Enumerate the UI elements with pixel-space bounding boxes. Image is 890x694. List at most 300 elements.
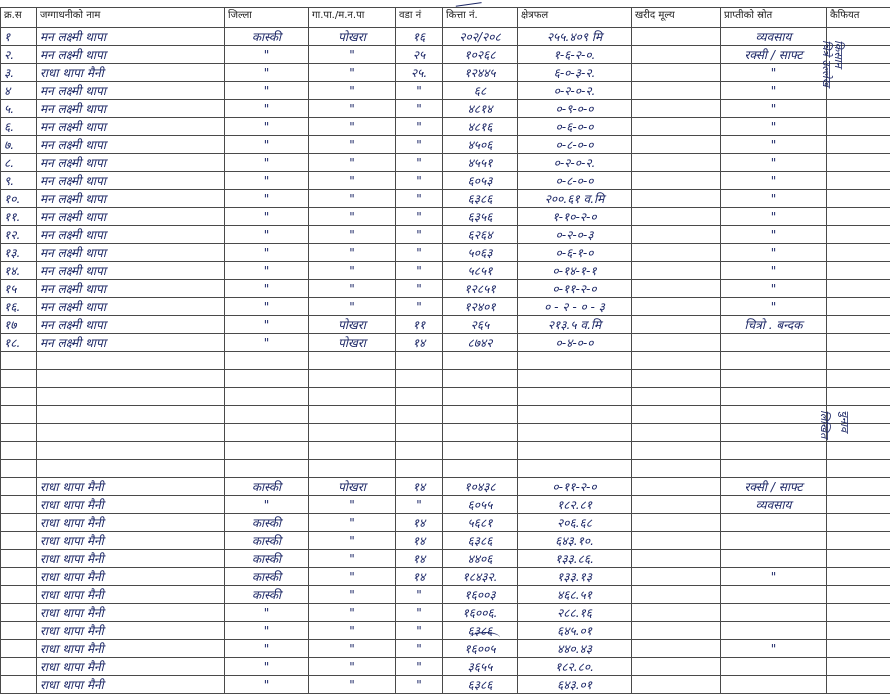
cell-plot: १८४३२.	[443, 568, 518, 586]
cell-source: रक्सी / साफ्ट	[721, 478, 827, 496]
cell-district: "	[225, 190, 309, 208]
cell-ward: "	[396, 496, 443, 514]
table-row	[1, 676, 890, 694]
cell-source	[721, 604, 827, 622]
col-header-ward: वडा नं	[396, 8, 443, 28]
table-row	[1, 100, 890, 118]
cell-source	[721, 334, 827, 352]
cell-area: २००.६१ व.मि	[518, 190, 632, 208]
cell-empty	[309, 370, 396, 388]
cell-empty	[721, 388, 827, 406]
cell-remarks	[827, 244, 890, 262]
cell-price	[632, 334, 721, 352]
cell-plot: ६०५५	[443, 496, 518, 514]
cell-municipality: "	[309, 208, 396, 226]
cell-area: ०-६-१-०	[518, 244, 632, 262]
cell-ward: ११	[396, 316, 443, 334]
cell-empty	[37, 406, 225, 424]
cell-empty	[827, 406, 890, 424]
table-row	[1, 586, 890, 604]
blank-row	[1, 424, 890, 442]
cell-price	[632, 46, 721, 64]
cell-source	[721, 658, 827, 676]
cell-remarks	[827, 64, 890, 82]
cell-remarks	[827, 208, 890, 226]
cell-remarks	[827, 28, 890, 46]
cell-district: कास्की	[225, 514, 309, 532]
cell-plot: २६५	[443, 316, 518, 334]
cell-ward: "	[396, 172, 443, 190]
table-row	[1, 514, 890, 532]
table-row	[1, 82, 890, 100]
cell-empty	[225, 352, 309, 370]
cell-remarks	[827, 172, 890, 190]
table-row	[1, 478, 890, 496]
col-header-municipality: गा.पा./म.न.पा	[309, 8, 396, 28]
cell-empty	[443, 352, 518, 370]
cell-district: "	[225, 316, 309, 334]
table-row	[1, 568, 890, 586]
cell-municipality: "	[309, 568, 396, 586]
land-ledger-table	[0, 7, 890, 694]
cell-area: १-६-२-०.	[518, 46, 632, 64]
cell-price	[632, 514, 721, 532]
cell-municipality: पोखरा	[309, 28, 396, 46]
table-row	[1, 658, 890, 676]
cell-empty	[827, 460, 890, 478]
cell-empty	[1, 442, 37, 460]
cell-serial	[1, 586, 37, 604]
cell-source	[721, 586, 827, 604]
cell-owner: मन लक्ष्मी थापा	[37, 316, 225, 334]
cell-ward: १४	[396, 550, 443, 568]
table-row	[1, 550, 890, 568]
cell-empty	[1, 406, 37, 424]
table-row	[1, 262, 890, 280]
cell-plot: २०२/२०८	[443, 28, 518, 46]
cell-empty	[37, 370, 225, 388]
cell-price	[632, 262, 721, 280]
cell-district: "	[225, 676, 309, 694]
cell-plot: ५०६३	[443, 244, 518, 262]
cell-district: "	[225, 100, 309, 118]
cell-area: ०-११-२-०	[518, 280, 632, 298]
cell-price	[632, 478, 721, 496]
cell-empty	[632, 370, 721, 388]
cell-ward: "	[396, 658, 443, 676]
cell-serial: २.	[1, 46, 37, 64]
cell-district: "	[225, 622, 309, 640]
cell-serial: १८.	[1, 334, 37, 352]
cell-ward: "	[396, 298, 443, 316]
col-header-price: खरीद मूल्य	[632, 8, 721, 28]
cell-price	[632, 496, 721, 514]
cell-area: ०-९-०-०	[518, 100, 632, 118]
cell-plot: १२८५१	[443, 280, 518, 298]
cell-area: ०-२-०-२.	[518, 154, 632, 172]
cell-plot: ४५०६	[443, 136, 518, 154]
cell-area: २०६.६८	[518, 514, 632, 532]
cell-owner: राधा थापा मैनी	[37, 640, 225, 658]
cell-district: "	[225, 64, 309, 82]
cell-municipality: "	[309, 658, 396, 676]
cell-municipality: "	[309, 622, 396, 640]
cell-empty	[721, 442, 827, 460]
cell-empty	[632, 388, 721, 406]
cell-serial	[1, 496, 37, 514]
cell-ward: १४	[396, 532, 443, 550]
col-header-source: प्राप्तीको स्रोत	[721, 8, 827, 28]
cell-area: १३३.८६.	[518, 550, 632, 568]
cell-ward: १४	[396, 334, 443, 352]
cell-serial	[1, 622, 37, 640]
cell-owner: मन लक्ष्मी थापा	[37, 262, 225, 280]
cell-district: कास्की	[225, 550, 309, 568]
col-header-area: क्षेत्रफल	[518, 8, 632, 28]
cell-empty	[721, 370, 827, 388]
cell-owner: मन लक्ष्मी थापा	[37, 190, 225, 208]
cell-municipality: "	[309, 496, 396, 514]
ink-mark	[470, 632, 500, 643]
cell-owner: राधा थापा मैनी	[37, 514, 225, 532]
cell-remarks	[827, 82, 890, 100]
cell-price	[632, 316, 721, 334]
cell-empty	[225, 424, 309, 442]
cell-ward: "	[396, 640, 443, 658]
cell-source: "	[721, 640, 827, 658]
cell-empty	[37, 352, 225, 370]
cell-source	[721, 622, 827, 640]
cell-district: कास्की	[225, 586, 309, 604]
cell-owner: मन लक्ष्मी थापा	[37, 82, 225, 100]
cell-ward: "	[396, 262, 443, 280]
cell-area: ०-४-०-०	[518, 334, 632, 352]
table-row	[1, 334, 890, 352]
cell-empty	[632, 442, 721, 460]
cell-municipality: "	[309, 640, 396, 658]
cell-empty	[396, 460, 443, 478]
cell-remarks	[827, 622, 890, 640]
cell-plot: ८७४२	[443, 334, 518, 352]
cell-serial	[1, 676, 37, 694]
cell-empty	[518, 442, 632, 460]
cell-ward: १६	[396, 28, 443, 46]
cell-area: ४६८.५१	[518, 586, 632, 604]
cell-source: रक्सी / साफ्ट	[721, 46, 827, 64]
cell-plot: ६०५३	[443, 172, 518, 190]
cell-source	[721, 532, 827, 550]
cell-area: ६४३.१०.	[518, 532, 632, 550]
cell-empty	[1, 424, 37, 442]
cell-empty	[309, 388, 396, 406]
col-header-district: जिल्ला	[225, 8, 309, 28]
cell-empty	[518, 406, 632, 424]
cell-serial: १४.	[1, 262, 37, 280]
table-row	[1, 28, 890, 46]
cell-source	[721, 514, 827, 532]
cell-district: "	[225, 82, 309, 100]
cell-empty	[721, 460, 827, 478]
cell-serial	[1, 604, 37, 622]
cell-ward: १४	[396, 568, 443, 586]
cell-municipality: "	[309, 100, 396, 118]
table-row	[1, 46, 890, 64]
table-row	[1, 118, 890, 136]
cell-plot: ४८१४	[443, 100, 518, 118]
cell-empty	[827, 352, 890, 370]
table-row	[1, 496, 890, 514]
cell-empty	[225, 460, 309, 478]
table-row	[1, 190, 890, 208]
cell-municipality: "	[309, 226, 396, 244]
table-row	[1, 226, 890, 244]
cell-municipality: "	[309, 190, 396, 208]
cell-empty	[37, 388, 225, 406]
cell-owner: मन लक्ष्मी थापा	[37, 280, 225, 298]
cell-empty	[225, 388, 309, 406]
cell-empty	[396, 424, 443, 442]
cell-municipality: "	[309, 136, 396, 154]
cell-district: "	[225, 136, 309, 154]
cell-empty	[443, 388, 518, 406]
cell-price	[632, 172, 721, 190]
cell-owner: राधा थापा मैनी	[37, 658, 225, 676]
blank-row	[1, 370, 890, 388]
cell-empty	[396, 388, 443, 406]
cell-empty	[1, 370, 37, 388]
cell-empty	[518, 370, 632, 388]
cell-source: "	[721, 568, 827, 586]
cell-owner: राधा थापा मैनी	[37, 676, 225, 694]
cell-serial: १	[1, 28, 37, 46]
cell-remarks	[827, 136, 890, 154]
cell-remarks	[827, 478, 890, 496]
cell-municipality: "	[309, 172, 396, 190]
cell-area: ६-०-३-२.	[518, 64, 632, 82]
cell-plot: ५६८१	[443, 514, 518, 532]
cell-owner: राधा थापा मैनी	[37, 496, 225, 514]
cell-price	[632, 244, 721, 262]
cell-empty	[518, 388, 632, 406]
cell-empty	[1, 460, 37, 478]
cell-ward: २५	[396, 46, 443, 64]
table-row	[1, 532, 890, 550]
cell-empty	[443, 460, 518, 478]
cell-serial	[1, 478, 37, 496]
cell-municipality: "	[309, 118, 396, 136]
cell-price	[632, 640, 721, 658]
cell-plot: ६३८६	[443, 676, 518, 694]
cell-ward: "	[396, 676, 443, 694]
cell-empty	[1, 388, 37, 406]
cell-plot: ६३५६	[443, 208, 518, 226]
cell-source: "	[721, 172, 827, 190]
cell-source: "	[721, 262, 827, 280]
cell-serial: ३.	[1, 64, 37, 82]
cell-area: ६४३.०१	[518, 676, 632, 694]
cell-empty	[309, 424, 396, 442]
table-row	[1, 172, 890, 190]
cell-ward: २५.	[396, 64, 443, 82]
cell-remarks	[827, 604, 890, 622]
cell-owner: मन लक्ष्मी थापा	[37, 28, 225, 46]
cell-serial: ९.	[1, 172, 37, 190]
cell-owner: राधा थापा मैनी	[37, 586, 225, 604]
cell-serial	[1, 568, 37, 586]
cell-owner: मन लक्ष्मी थापा	[37, 226, 225, 244]
cell-source: "	[721, 298, 827, 316]
cell-municipality: "	[309, 82, 396, 100]
table-row	[1, 604, 890, 622]
cell-source	[721, 676, 827, 694]
cell-serial	[1, 658, 37, 676]
table-row	[1, 244, 890, 262]
cell-plot: १६००६.	[443, 604, 518, 622]
cell-owner: राधा थापा मैनी	[37, 478, 225, 496]
cell-empty	[827, 388, 890, 406]
cell-plot: ४५५१	[443, 154, 518, 172]
cell-ward: "	[396, 586, 443, 604]
cell-source: "	[721, 118, 827, 136]
cell-price	[632, 82, 721, 100]
blank-row	[1, 388, 890, 406]
cell-serial	[1, 550, 37, 568]
remarks-note: लिखित	[817, 410, 832, 438]
cell-owner: मन लक्ष्मी थापा	[37, 46, 225, 64]
cell-price	[632, 604, 721, 622]
cell-district: "	[225, 208, 309, 226]
cell-district: "	[225, 640, 309, 658]
cell-plot: ४४०६	[443, 550, 518, 568]
cell-empty	[827, 442, 890, 460]
blank-row	[1, 442, 890, 460]
cell-plot: ५८५१	[443, 262, 518, 280]
cell-empty	[396, 406, 443, 424]
cell-price	[632, 622, 721, 640]
cell-empty	[632, 460, 721, 478]
cell-municipality: पोखरा	[309, 316, 396, 334]
cell-remarks	[827, 100, 890, 118]
cell-plot: ६३८६	[443, 622, 518, 640]
cell-serial: ५.	[1, 100, 37, 118]
cell-area: ४४०.४३	[518, 640, 632, 658]
cell-empty	[309, 442, 396, 460]
cell-ward: "	[396, 208, 443, 226]
cell-area: १८२.८१	[518, 496, 632, 514]
cell-remarks	[827, 586, 890, 604]
cell-area: ०-८-०-०	[518, 172, 632, 190]
cell-district: "	[225, 280, 309, 298]
cell-serial: ४	[1, 82, 37, 100]
cell-district: कास्की	[225, 28, 309, 46]
cell-municipality: "	[309, 154, 396, 172]
cell-plot: ३६५५	[443, 658, 518, 676]
cell-price	[632, 100, 721, 118]
cell-empty	[721, 352, 827, 370]
cell-serial	[1, 514, 37, 532]
cell-price	[632, 226, 721, 244]
cell-district: "	[225, 226, 309, 244]
cell-remarks	[827, 280, 890, 298]
cell-source: "	[721, 190, 827, 208]
cell-empty	[309, 460, 396, 478]
cell-area: ०-६-०-०	[518, 118, 632, 136]
cell-empty	[37, 442, 225, 460]
cell-price	[632, 28, 721, 46]
cell-empty	[396, 352, 443, 370]
col-header-remarks: कैफियत	[827, 8, 890, 28]
cell-serial: १०.	[1, 190, 37, 208]
cell-area: ०-११-२-०	[518, 478, 632, 496]
cell-area: १-१०-२-०	[518, 208, 632, 226]
cell-empty	[309, 352, 396, 370]
cell-empty	[37, 424, 225, 442]
cell-municipality: पोखरा	[309, 478, 396, 496]
col-header-plot: कित्ता नं.	[443, 8, 518, 28]
cell-district: "	[225, 244, 309, 262]
cell-price	[632, 658, 721, 676]
cell-price	[632, 280, 721, 298]
cell-ward: "	[396, 280, 443, 298]
cell-district: "	[225, 496, 309, 514]
cell-owner: मन लक्ष्मी थापा	[37, 334, 225, 352]
cell-source: "	[721, 280, 827, 298]
cell-plot: ६८	[443, 82, 518, 100]
table-row	[1, 298, 890, 316]
cell-district: कास्की	[225, 568, 309, 586]
cell-area: २५५.४०९ मि	[518, 28, 632, 46]
cell-empty	[721, 406, 827, 424]
cell-plot: ६३८६	[443, 532, 518, 550]
cell-municipality: "	[309, 64, 396, 82]
ink-mark	[454, 0, 481, 7]
cell-district: "	[225, 154, 309, 172]
cell-price	[632, 550, 721, 568]
cell-remarks	[827, 316, 890, 334]
cell-price	[632, 190, 721, 208]
cell-district: "	[225, 298, 309, 316]
cell-plot: ४८१६	[443, 118, 518, 136]
table-row	[1, 316, 890, 334]
blank-row	[1, 406, 890, 424]
cell-ward: १४	[396, 478, 443, 496]
cell-area: २८८.१६	[518, 604, 632, 622]
cell-municipality: "	[309, 532, 396, 550]
cell-empty	[518, 352, 632, 370]
cell-serial: १२.	[1, 226, 37, 244]
table-row	[1, 640, 890, 658]
cell-ward: "	[396, 136, 443, 154]
cell-area: ०-८-०-०	[518, 136, 632, 154]
cell-plot: १६००३	[443, 586, 518, 604]
cell-municipality: "	[309, 46, 396, 64]
cell-serial: १३.	[1, 244, 37, 262]
cell-district: "	[225, 334, 309, 352]
cell-municipality: "	[309, 676, 396, 694]
blank-row	[1, 460, 890, 478]
cell-empty	[632, 424, 721, 442]
cell-source: व्यवसाय	[721, 496, 827, 514]
cell-owner: मन लक्ष्मी थापा	[37, 100, 225, 118]
cell-ward: "	[396, 190, 443, 208]
cell-area: ०-२-०-२.	[518, 82, 632, 100]
cell-serial: ११.	[1, 208, 37, 226]
cell-serial: १५	[1, 280, 37, 298]
cell-serial: ८.	[1, 154, 37, 172]
cell-owner: मन लक्ष्मी थापा	[37, 172, 225, 190]
cell-source: "	[721, 154, 827, 172]
cell-source: "	[721, 64, 827, 82]
